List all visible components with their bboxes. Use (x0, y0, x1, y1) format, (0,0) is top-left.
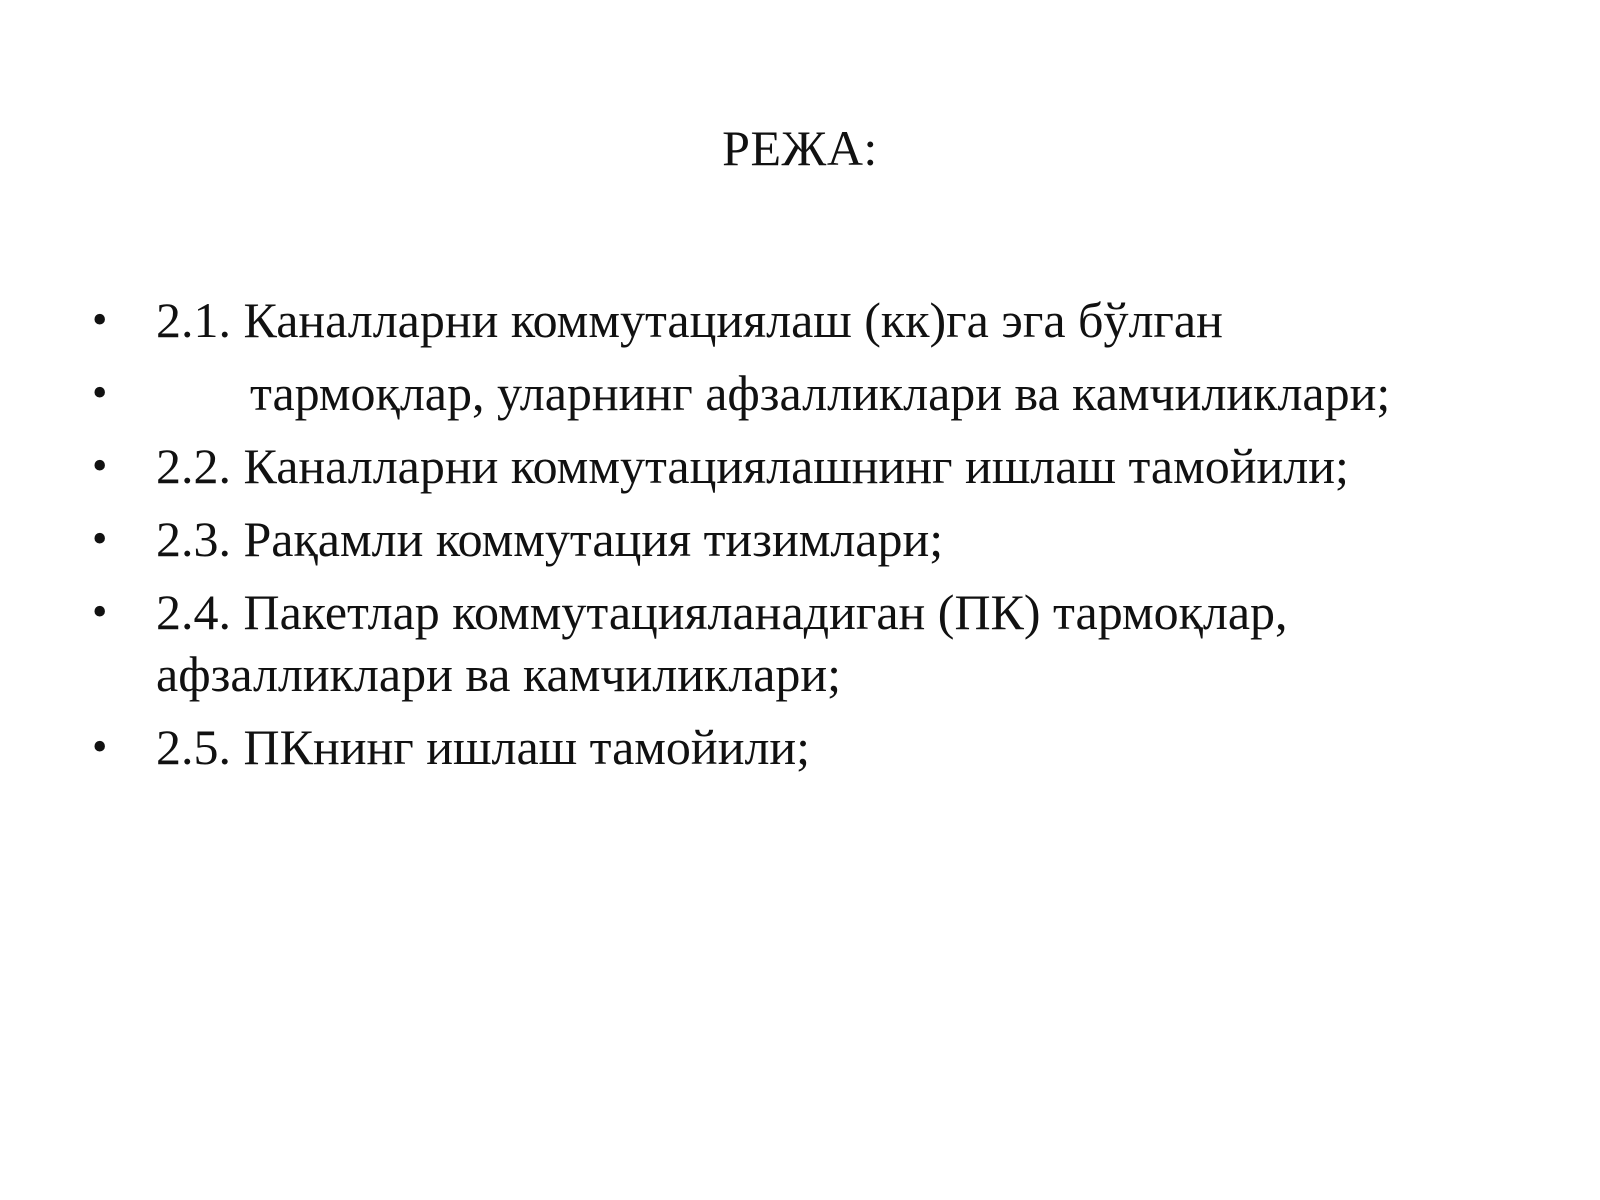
bullet-icon: • (92, 722, 108, 771)
list-item-text: 2.1. Каналларни коммутациялаш (кк)га эга бўлган (156, 292, 1223, 348)
slide-title: РЕЖА: (722, 120, 878, 176)
list-item-text: 2.3. Рақамли коммутация тизимлари; (156, 511, 944, 567)
list-item-text: 2.2. Каналларни коммутациялашнинг ишлаш тамойили; (156, 438, 1349, 494)
list-item-text: 2.4. Пакетлар коммутацияланадиган (ПК) тармоқлар, афзалликлари ва камчиликлари; (156, 584, 1288, 702)
list-item (92, 362, 1552, 424)
list-item (92, 508, 1552, 570)
plan-list (92, 289, 1552, 789)
list-item (92, 716, 1552, 778)
bullet-icon: • (92, 587, 108, 636)
list-item (92, 581, 1466, 705)
list-item (92, 289, 1552, 351)
bullet-icon: • (92, 514, 108, 563)
bullet-icon: • (92, 295, 108, 344)
list-item-text: 2.5. ПКнинг ишлаш тамойили; (156, 719, 811, 775)
list-item-text: тармоқлар, уларнинг афзалликлари ва камчиликлари; (250, 365, 1391, 421)
bullet-icon: • (92, 441, 108, 490)
list-item (92, 435, 1552, 497)
bullet-icon: • (92, 368, 108, 417)
